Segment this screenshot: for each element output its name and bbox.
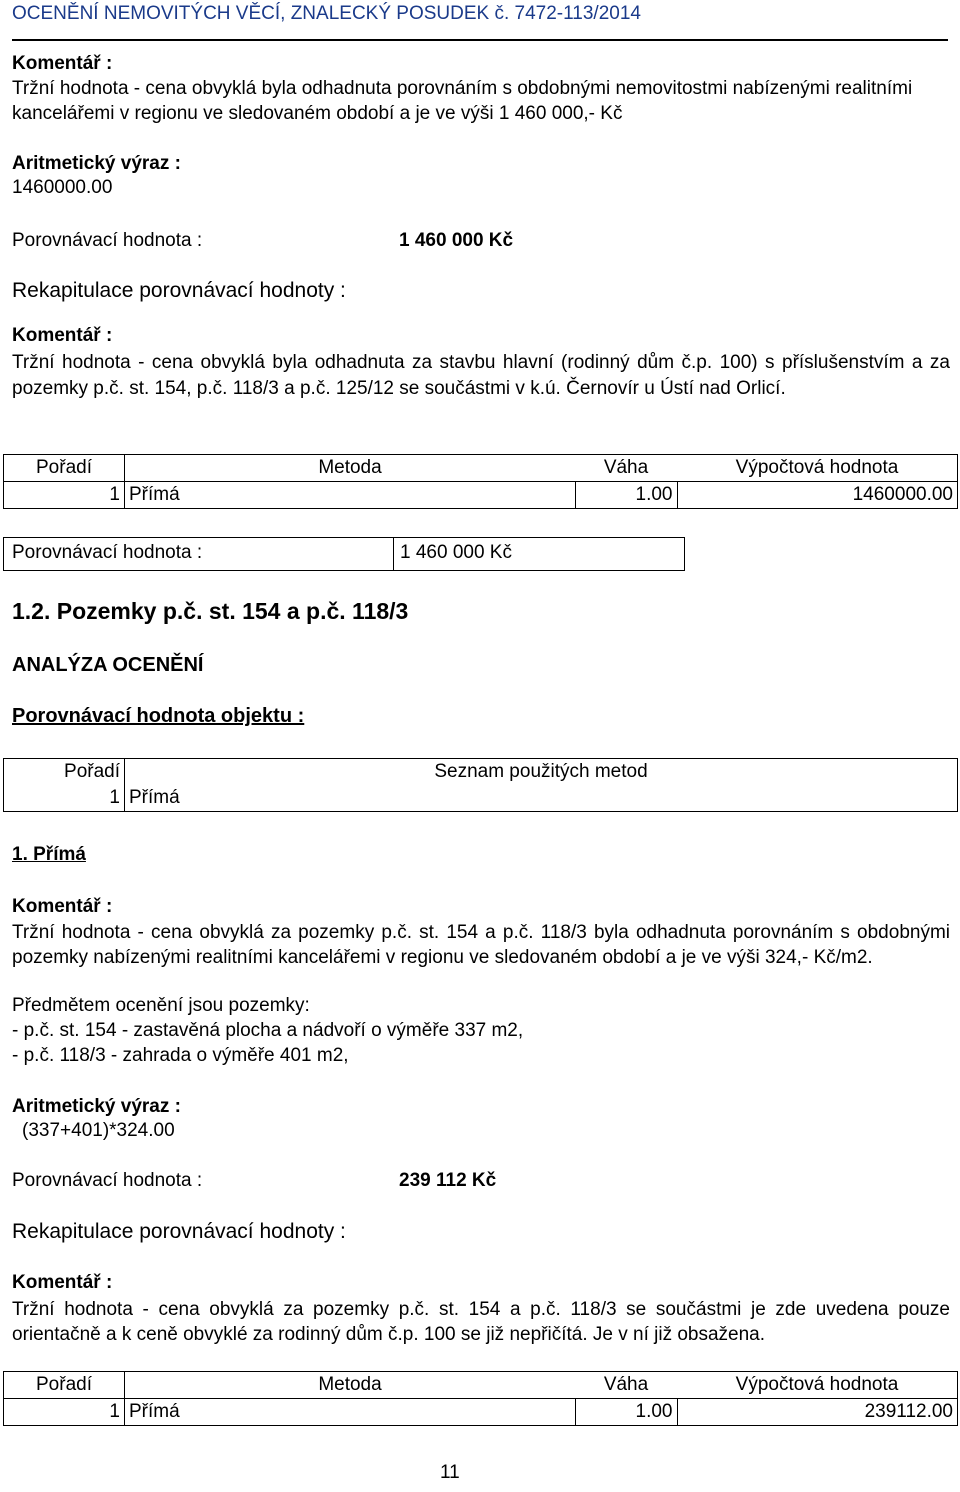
- header-weight: Váha: [575, 455, 677, 482]
- object-title: Porovnávací hodnota objektu :: [12, 705, 305, 727]
- recap-table: [3, 454, 958, 509]
- methods-table: [3, 758, 958, 812]
- comparative-value: 1 460 000 Kč: [399, 230, 514, 251]
- arith-value: 1460000.00: [12, 177, 113, 198]
- header-value: Výpočtová hodnota: [677, 455, 958, 482]
- methods-row: [4, 785, 958, 812]
- recap-table-2: [3, 1371, 958, 1426]
- comment-label-2: Komentář :: [12, 896, 113, 917]
- arith-label: Aritmetický výraz :: [12, 153, 181, 174]
- row-order: 1: [4, 482, 125, 509]
- comparative-label-2: Porovnávací hodnota :: [12, 1170, 203, 1191]
- recap-comment-label: Komentář :: [12, 325, 113, 346]
- header-method: Metoda: [125, 1372, 576, 1399]
- table-row: [4, 482, 958, 509]
- header-order: Pořadí: [4, 455, 125, 482]
- analysis-title: ANALÝZA OCENĚNÍ: [12, 654, 204, 676]
- row-value: 1460000.00: [677, 482, 958, 509]
- subject-item-1: - p.č. st. 154 - zastavěná plocha a nádvoří o výměře 337 m2,: [12, 1020, 524, 1041]
- header-rule: [12, 39, 948, 41]
- header-weight: Váha: [575, 1372, 677, 1399]
- section-heading: 1.2. Pozemky p.č. st. 154 a p.č. 118/3: [12, 598, 409, 624]
- row-weight: 1.00: [575, 482, 677, 509]
- comparative-value-2: 239 112 Kč: [399, 1170, 497, 1191]
- methods-row-method: Přímá: [125, 785, 958, 812]
- box-label: Porovnávací hodnota :: [12, 542, 203, 563]
- methods-header-list: Seznam použitých metod: [125, 759, 958, 786]
- header-value: Výpočtová hodnota: [677, 1372, 958, 1399]
- page-number: 11: [440, 1462, 460, 1483]
- comment-label: Komentář :: [12, 53, 113, 74]
- header-method: Metoda: [125, 455, 576, 482]
- comparative-label: Porovnávací hodnota :: [12, 230, 203, 251]
- recap-comment-text-2: Tržní hodnota - cena obvyklá za pozemky p.č. st. 154 a p.č. 118/3 se součástmi je zde uvedena pouze orientačně a k ceně obvyklé za rodinný dům č.p. 100 se již nepřičítá. Je v ní již obsažena.: [12, 1299, 950, 1345]
- document-header: OCENĚNÍ NEMOVITÝCH VĚCÍ, ZNALECKÝ POSUDEK č. 7472-113/2014: [12, 3, 641, 24]
- row-value: 239112.00: [677, 1399, 958, 1426]
- box-divider: [393, 538, 394, 570]
- recap-comment-label-2: Komentář :: [12, 1272, 113, 1293]
- row-method: Přímá: [125, 482, 576, 509]
- subject-item-2: - p.č. 118/3 - zahrada o výměře 401 m2,: [12, 1045, 349, 1066]
- methods-header-order: Pořadí: [4, 759, 125, 786]
- comment-text-2: Tržní hodnota - cena obvyklá za pozemky p.č. st. 154 a p.č. 118/3 byla odhadnuta porovnáním s obdobnými pozemky nabízenými realitními kancelářemi v regionu ve sledovaném období a je ve výši 324,- Kč/m2.: [12, 922, 950, 968]
- comparative-value-box: [3, 537, 685, 571]
- table-header-row: [4, 1372, 958, 1399]
- table-row: [4, 1399, 958, 1426]
- methods-row-order: 1: [4, 785, 125, 812]
- row-method: Přímá: [125, 1399, 576, 1426]
- row-weight: 1.00: [575, 1399, 677, 1426]
- method-heading: 1. Přímá: [12, 844, 86, 865]
- row-order: 1: [4, 1399, 125, 1426]
- methods-header-row: [4, 759, 958, 786]
- subject-line: Předmětem ocenění jsou pozemky:: [12, 995, 310, 1016]
- arith-value-2: (337+401)*324.00: [22, 1120, 175, 1141]
- comment-text: Tržní hodnota - cena obvyklá byla odhadnuta porovnáním s obdobnými nemovitostmi nabízenými realitními kancelářemi v regionu ve sledovaném období a je ve výši 1 460 000,- Kč: [12, 78, 913, 124]
- recap-title: Rekapitulace porovnávací hodnoty :: [12, 279, 346, 302]
- table-header-row: [4, 455, 958, 482]
- recap-title-2: Rekapitulace porovnávací hodnoty :: [12, 1220, 346, 1243]
- header-order: Pořadí: [4, 1372, 125, 1399]
- arith-label-2: Aritmetický výraz :: [12, 1096, 181, 1117]
- recap-comment-text: Tržní hodnota - cena obvyklá byla odhadnuta za stavbu hlavní (rodinný dům č.p. 100) s příslušenstvím a za pozemky p.č. st. 154, p.č. 118/3 a p.č. 125/12 se součástmi v k.ú. Černovír u Ústí nad Orlicí.: [12, 352, 950, 399]
- box-value: 1 460 000 Kč: [400, 542, 512, 563]
